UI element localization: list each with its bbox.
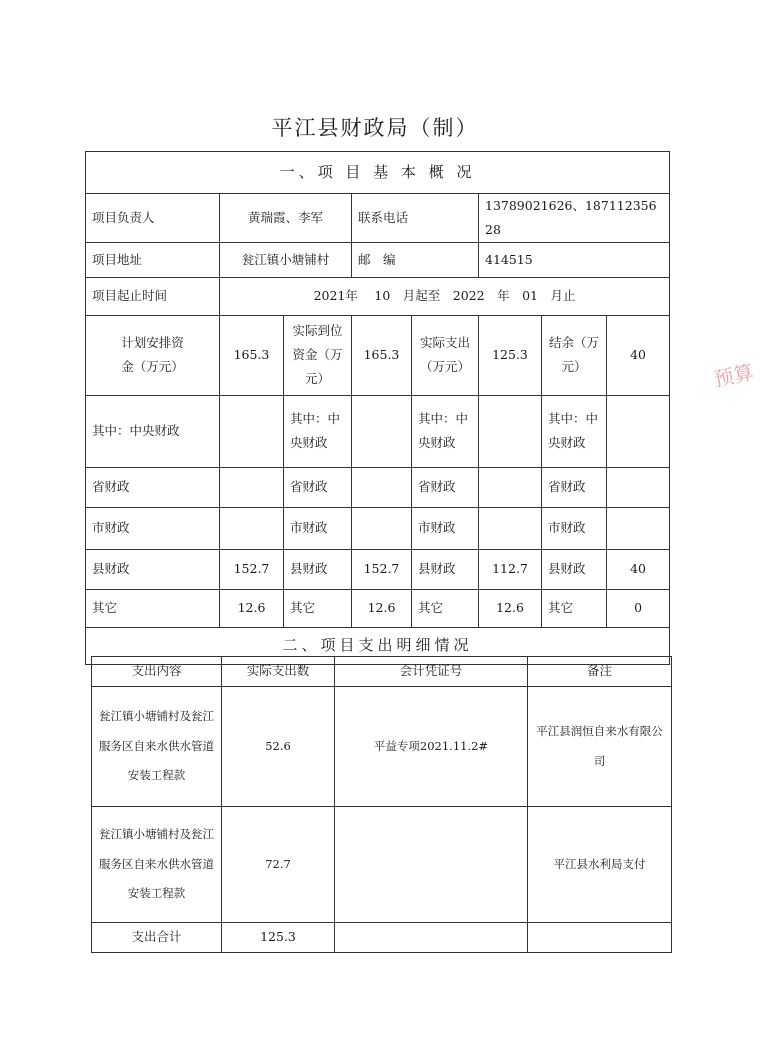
phone-label: 联系电话 — [352, 194, 479, 243]
total-value: 125.3 — [222, 923, 335, 953]
row-label: 市财政 — [542, 507, 607, 549]
row-label: 其中：中央财政 — [284, 395, 352, 467]
row-value: 152.7 — [352, 549, 412, 589]
red-stamp-mark: 预算 — [711, 359, 756, 392]
row-value — [352, 507, 412, 549]
row-value — [607, 467, 670, 507]
postcode-label: 邮 编 — [352, 242, 479, 277]
row-value: 12.6 — [220, 589, 284, 627]
address-label: 项目地址 — [86, 242, 220, 277]
row-label: 其它 — [86, 589, 220, 627]
row-note: 平江县水利局支付 — [528, 807, 672, 923]
header-voucher: 会计凭证号 — [335, 657, 528, 687]
balance-label: 结余（万元） — [542, 315, 607, 395]
plan-label: 计划安排资金（万元） — [86, 315, 220, 395]
row-value: 40 — [607, 549, 670, 589]
total-label: 支出合计 — [92, 923, 222, 953]
row-value — [607, 395, 670, 467]
row-note: 平江县润恒自来水有限公司 — [528, 687, 672, 807]
row-label: 县财政 — [86, 549, 220, 589]
balance-value: 40 — [607, 315, 670, 395]
row-amount: 52.6 — [222, 687, 335, 807]
row-label: 省财政 — [412, 467, 479, 507]
document-title: 平江县财政局（制） — [271, 116, 479, 140]
row-label: 其中：中央财政 — [412, 395, 479, 467]
row-value: 0 — [607, 589, 670, 627]
row-value — [479, 467, 542, 507]
row-label: 其它 — [284, 589, 352, 627]
row-label: 县财政 — [412, 549, 479, 589]
row-label: 县财政 — [284, 549, 352, 589]
header-amount: 实际支出数 — [222, 657, 335, 687]
address-value: 瓮江镇小塘铺村 — [220, 242, 352, 277]
section1-heading: 一、项 目 基 本 概 况 — [86, 152, 670, 194]
row-value — [220, 507, 284, 549]
row-value: 12.6 — [479, 589, 542, 627]
funding-row-central — [86, 395, 670, 467]
section2-heading: 二、项目支出明细情况 — [86, 627, 670, 664]
row-label: 市财政 — [86, 507, 220, 549]
row-value: 12.6 — [352, 589, 412, 627]
row-content: 瓮江镇小塘铺村及瓮江服务区自来水供水管道安装工程款 — [92, 807, 222, 923]
row-label: 其中：中央财政 — [86, 395, 220, 467]
row-label: 其它 — [542, 589, 607, 627]
postcode-value: 414515 — [479, 242, 670, 277]
row-label: 省财政 — [542, 467, 607, 507]
header-content: 支出内容 — [92, 657, 222, 687]
funding-row-province — [86, 467, 670, 507]
project-overview-table — [85, 151, 670, 665]
period-label: 项目起止时间 — [86, 277, 220, 315]
row-amount: 72.7 — [222, 807, 335, 923]
row-label: 其它 — [412, 589, 479, 627]
row-label: 县财政 — [542, 549, 607, 589]
header-note: 备注 — [528, 657, 672, 687]
row-value — [479, 507, 542, 549]
row-label: 其中：中央财政 — [542, 395, 607, 467]
expenditure-detail-table — [91, 656, 672, 953]
total-voucher-empty — [335, 923, 528, 953]
row-value: 112.7 — [479, 549, 542, 589]
row-voucher — [335, 807, 528, 923]
row-content: 瓮江镇小塘铺村及瓮江服务区自来水供水管道安装工程款 — [92, 687, 222, 807]
row-value — [220, 467, 284, 507]
row-label: 市财政 — [284, 507, 352, 549]
total-note-empty — [528, 923, 672, 953]
funding-row-county — [86, 549, 670, 589]
plan-value: 165.3 — [220, 315, 284, 395]
table-row — [92, 807, 672, 923]
row-value — [352, 395, 412, 467]
funding-row-city — [86, 507, 670, 549]
row-voucher: 平益专项2021.11.2# — [335, 687, 528, 807]
row-label: 市财政 — [412, 507, 479, 549]
arrived-label: 实际到位资金（万元） — [284, 315, 352, 395]
funding-row-other — [86, 589, 670, 627]
table-header-row — [92, 657, 672, 687]
phone-value: 13789021626、18711235628 — [479, 194, 670, 243]
row-value: 152.7 — [220, 549, 284, 589]
row-value — [607, 507, 670, 549]
row-value — [352, 467, 412, 507]
leader-value: 黄瑞霞、李军 — [220, 194, 352, 243]
total-row — [92, 923, 672, 953]
spent-label: 实际支出（万元） — [412, 315, 479, 395]
row-label: 省财政 — [86, 467, 220, 507]
period-value: 2021年 10 月起至 2022 年 01 月止 — [220, 277, 670, 315]
row-value — [479, 395, 542, 467]
row-value — [220, 395, 284, 467]
arrived-value: 165.3 — [352, 315, 412, 395]
leader-label: 项目负责人 — [86, 194, 220, 243]
spent-value: 125.3 — [479, 315, 542, 395]
row-label: 省财政 — [284, 467, 352, 507]
table-row — [92, 687, 672, 807]
